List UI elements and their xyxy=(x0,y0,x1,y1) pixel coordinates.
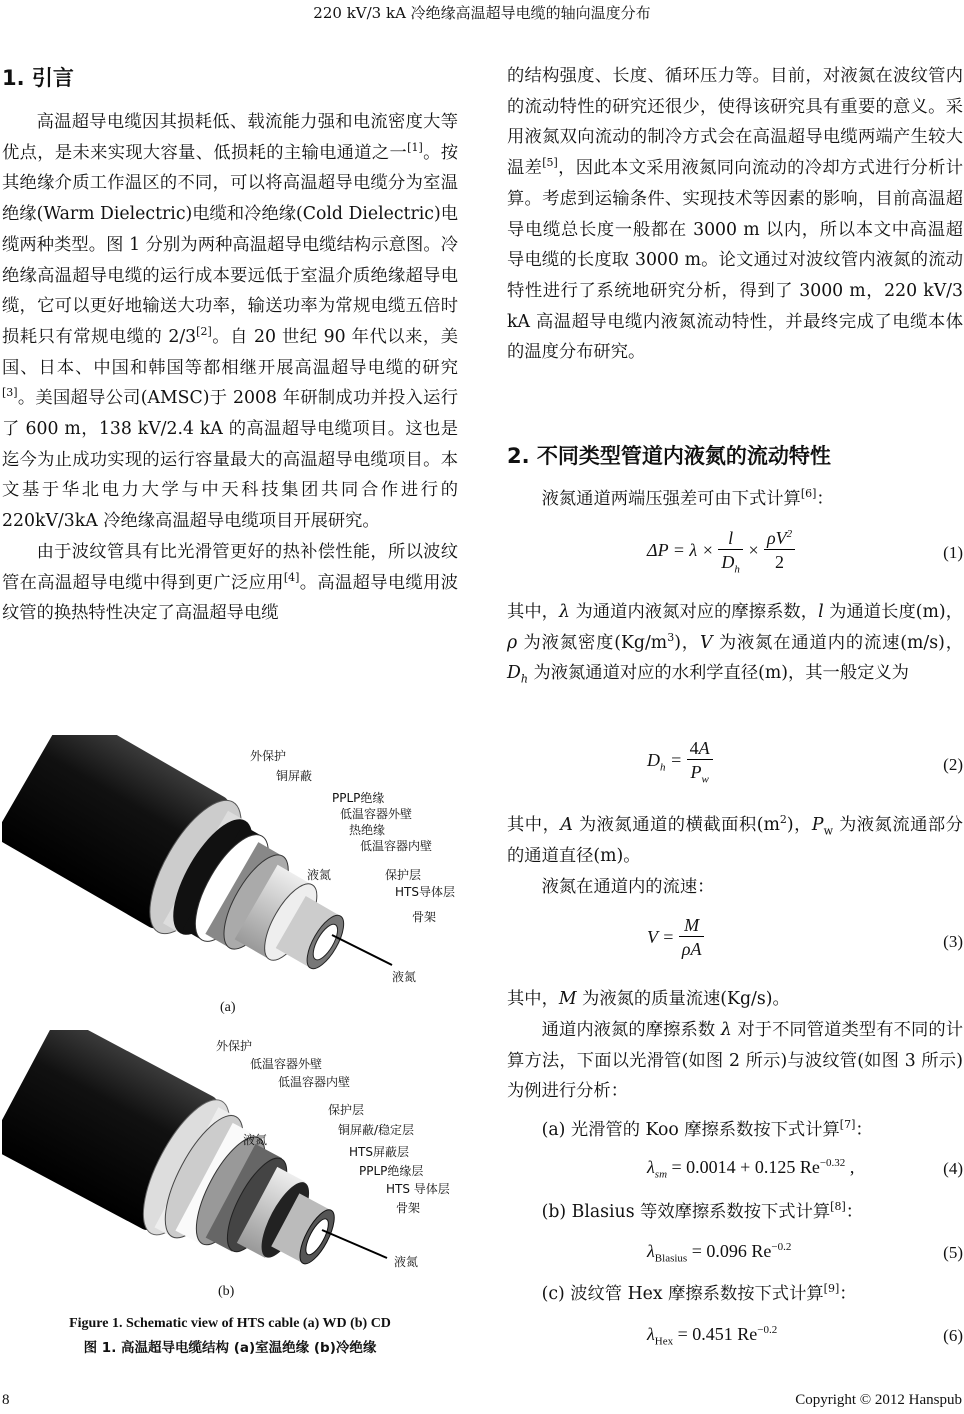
right-column-top xyxy=(507,61,963,368)
label-pplp-insulation: PPLP绝缘 xyxy=(332,791,385,805)
paragraph-9: 通道内液氮的摩擦系数 λ 对于不同管道类型有不同的计算方法，下面以光滑管(如图 2 所示)与波纹管(如图 3 所示)为例进行分析： xyxy=(507,1020,963,1102)
equation-2: $D_h$ = $\frac{4A}{P_w}$ (2) xyxy=(647,738,963,786)
label-protective-layer: 保护层 xyxy=(385,868,422,882)
equation-3: V = $\frac{M}{\rho A}$ (3) xyxy=(647,915,963,959)
label-b-liquid-nitrogen: 液氮 xyxy=(243,1133,268,1147)
label-liquid-nitrogen-core: 液氮 xyxy=(392,970,417,984)
left-column xyxy=(2,107,458,629)
equation-6: $\lambda_{Hex} = 0.451$ $Re^{-0.2}$ (6) xyxy=(647,1324,963,1348)
label-b-cryostat-inner-wall: 低温容器内壁 xyxy=(278,1075,351,1089)
label-former: 骨架 xyxy=(412,910,437,924)
equation-5-number: (5) xyxy=(943,1243,963,1262)
paragraph-12: (c) 波纹管 Hex 摩擦系数按下式计算[9]： xyxy=(541,1282,857,1304)
section-1-title: 1. 引言 xyxy=(2,66,74,90)
label-b-hts-conductor: HTS 导体层 xyxy=(386,1182,450,1196)
paragraph-11: (b) Blasius 等效摩擦系数按下式计算[8]： xyxy=(541,1200,864,1222)
label-b-pplp-insulation: PPLP绝缘层 xyxy=(359,1164,424,1178)
paragraph-8: 其中，M 为液氮的质量流速(Kg/s)。 xyxy=(507,989,790,1009)
figure-caption-en: Figure 1. Schematic view of HTS cable (a) WD (b) CD xyxy=(69,1316,391,1331)
page-number: 8 xyxy=(2,1392,10,1408)
equation-1: ΔP = λ × $\frac{l}{D_h}$ × $\frac{\rho V^2}{2}$ (1) xyxy=(647,528,963,576)
label-thermal-insulation: 热绝缘 xyxy=(349,823,386,837)
label-b-outer-protection: 外保护 xyxy=(216,1039,253,1053)
paragraph-6: 其中，A 为液氮通道的横截面积$(m^2)$，$P_w$ 为液氮流通部分的通道直径(m)。 xyxy=(507,813,963,866)
copyright: Copyright © 2012 Hanspub xyxy=(795,1392,962,1408)
paragraph-1: 高温超导电缆因其损耗低、载流能力强和电流密度大等优点，是未来实现大容量、低损耗的主输电通道之一[1]。按其绝缘介质工作温区的不同，可以将高温超导电缆分为室温绝缘(Warm Dielectric)电缆和冷绝缘(Cold Dielectric)电缆两种类型。图 1 分别为两种高温超导电缆结构示意图。冷绝缘高温超导电缆的运行成本要远低于室温介质绝缘超导电缆，它可以更好地输送大功率，输送功率为常规电缆五倍时损耗只有常规电缆的 2/3[2]。自 20 世纪 90 年代以来，美国、日本、中国和韩国等都相继开展高温超导电缆的研究[3]。美国超导公司(AMSC)于 2008 年研制成功并投入运行了 600 m，138 kV/2.4 kA 的高温超导电缆项目。这也是迄今为止成功实现的运行容量最大的高温超导电缆项目。本文基于华北电力大学与中天科技集团共同合作进行的 220kV/3kA 冷绝缘高温超导电缆项目开展研究。 xyxy=(2,112,458,532)
label-b-protective-layer: 保护层 xyxy=(328,1103,365,1117)
section-2-title: 2. 不同类型管道内液氮的流动特性 xyxy=(507,444,831,468)
paragraph-2: 由于波纹管具有比光滑管更好的热补偿性能，所以波纹管在高温超导电缆中得到更广泛应用[4]。高温超导电缆用波纹管的换热特性决定了高温超导电缆 xyxy=(2,541,458,624)
figure-caption-cn: 图 1. 高温超导电缆结构 (a)室温绝缘 (b)冷绝缘 xyxy=(83,1340,377,1356)
label-hts-conductor: HTS导体层 xyxy=(395,885,455,899)
figure-tag-b: (b) xyxy=(218,1284,235,1299)
label-b-liquid-nitrogen-core: 液氮 xyxy=(394,1255,419,1269)
paragraph-10: (a) 光滑管的 Koo 摩擦系数按下式计算[7]： xyxy=(541,1118,873,1140)
running-header: 220 kV/3 kA 冷绝缘高温超导电缆的轴向温度分布 xyxy=(313,4,651,22)
equation-1-number: (1) xyxy=(943,543,963,562)
label-outer-protection: 外保护 xyxy=(250,749,287,763)
paragraph-5: 其中，λ 为通道内液氮对应的摩擦系数，l 为通道长度(m)，ρ 为液氮密度$(Kg/m^3)$，V 为液氮在通道内的流速(m/s)，$D_h$ 为液氮通道对应的水利学直径(m)，其一般定义为 xyxy=(507,602,963,686)
label-cryostat-outer-wall: 低温容器外壁 xyxy=(340,807,413,821)
equation-4: $\lambda_{sm} = 0.0014 + 0.125$ $Re^{-0.32}$ , (4) xyxy=(647,1157,963,1181)
label-copper-shield: 铜屏蔽 xyxy=(276,769,313,783)
paragraph-7: 液氮在通道内的流速： xyxy=(541,877,715,897)
label-cryostat-inner-wall: 低温容器内壁 xyxy=(360,839,433,853)
label-liquid-nitrogen: 液氮 xyxy=(307,868,332,882)
equation-3-number: (3) xyxy=(943,932,963,951)
equation-4-number: (4) xyxy=(943,1159,963,1178)
paragraph-3: 的结构强度、长度、循环压力等。目前，对液氮在波纹管内的流动特性的研究还很少，使得该研究具有重要的意义。采用液氮双向流动的制冷方式会在高温超导电缆两端产生较大温差[5]，因此本文采用液氮同向流动的冷却方式进行分析计算。考虑到运输条件、实现技术等因素的影响，目前高温超导电缆总长度一般都在 3000 m 以内，所以本文中高温超导电缆的长度取 3000 m。论文通过对波纹管内液氮的流动特性进行了系统地研究分析，得到了 3000 m，220 kV/3 kA 高温超导电缆内液氮流动特性，并最终完成了电缆本体的温度分布研究。 xyxy=(507,66,963,363)
equation-2-number: (2) xyxy=(943,755,963,774)
figure-1b-cable-diagram xyxy=(2,1030,458,1290)
paragraph-4: 液氮通道两端压强差可由下式计算[6]： xyxy=(541,487,834,509)
label-b-copper-stabilizer: 铜屏蔽/稳定层 xyxy=(338,1123,415,1137)
equation-5: $\lambda_{Blasius} = 0.096$ $Re^{-0.2}$ (5) xyxy=(647,1241,963,1265)
label-b-hts-shield: HTS屏蔽层 xyxy=(349,1145,409,1159)
label-b-former: 骨架 xyxy=(396,1201,421,1215)
label-b-cryostat-outer-wall: 低温容器外壁 xyxy=(250,1057,323,1071)
equation-6-number: (6) xyxy=(943,1326,963,1345)
figure-tag-a: (a) xyxy=(220,1000,236,1015)
